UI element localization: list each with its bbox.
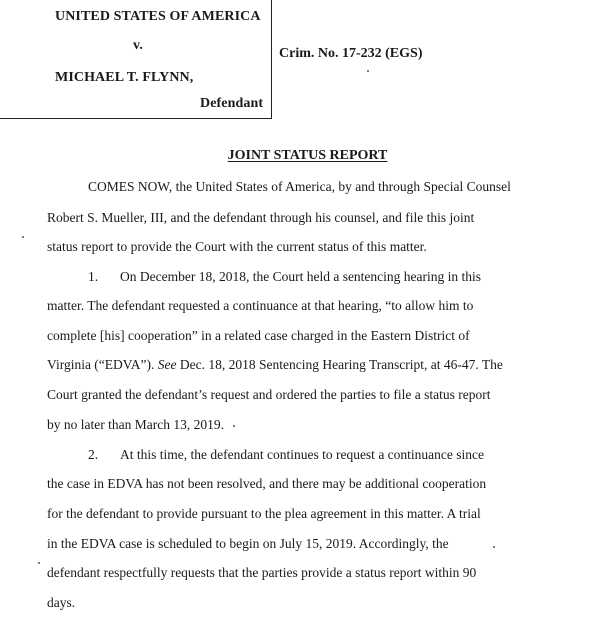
paragraph-2-line-1: At this time, the defendant continues to request a continuance since <box>120 447 485 462</box>
paragraph-1-line-4-end: Dec. 18, 2018 Sentencing Hearing Transcript, at 46-47. The <box>176 357 503 372</box>
caption-plaintiff: UNITED STATES OF AMERICA <box>55 9 261 24</box>
paragraph-2-line-4: in the EDVA case is scheduled to begin on July 15, 2019. Accordingly, the <box>47 536 449 551</box>
case-number: Crim. No. 17-232 (EGS) <box>279 46 423 61</box>
scan-speck <box>367 70 369 72</box>
caption-defendant-role: Defendant <box>200 96 264 111</box>
scan-speck <box>22 236 24 238</box>
paragraph-2-line-6: days. <box>47 595 76 610</box>
paragraph-1-line-4 <box>47 358 503 372</box>
intro-line-2: Robert S. Mueller, III, and the defendant through his counsel, and file this joint <box>47 210 475 225</box>
paragraph-1-line-6: by no later than March 13, 2019. <box>47 417 224 432</box>
caption-versus: v. <box>133 38 143 53</box>
paragraph-2-line-2: the case in EDVA has not been resolved, and there may be additional cooperation <box>47 476 487 491</box>
paragraph-1-line-4-start: Virginia (“EDVA”). <box>47 357 158 372</box>
paragraph-1-line-2: matter. The defendant requested a continuance at that hearing, “to allow him to <box>47 298 474 313</box>
paragraph-2-line-3: for the defendant to provide pursuant to the plea agreement in this matter. A trial <box>47 506 481 521</box>
scan-speck <box>233 425 235 427</box>
paragraph-1-number: 1. <box>88 269 99 284</box>
paragraph-2-line-5: defendant respectfully requests that the parties provide a status report within 90 <box>47 565 477 580</box>
scan-speck <box>38 562 40 564</box>
paragraph-1-line-3: complete [his] cooperation” in a related case charged in the Eastern District of <box>47 328 470 343</box>
intro-line-3: status report to provide the Court with the current status of this matter. <box>47 239 427 254</box>
caption-defendant-name: MICHAEL T. FLYNN, <box>55 70 194 85</box>
paragraph-1-line-1: On December 18, 2018, the Court held a sentencing hearing in this <box>120 269 482 284</box>
paragraph-2-number: 2. <box>88 447 99 462</box>
citation-signal: See <box>157 357 177 372</box>
document-title: JOINT STATUS REPORT <box>227 148 388 163</box>
scan-speck <box>493 546 495 548</box>
intro-line-1: COMES NOW, the United States of America, by and through Special Counsel <box>88 179 511 194</box>
paragraph-1-line-5: Court granted the defendant’s request and ordered the parties to file a status report <box>47 387 491 402</box>
